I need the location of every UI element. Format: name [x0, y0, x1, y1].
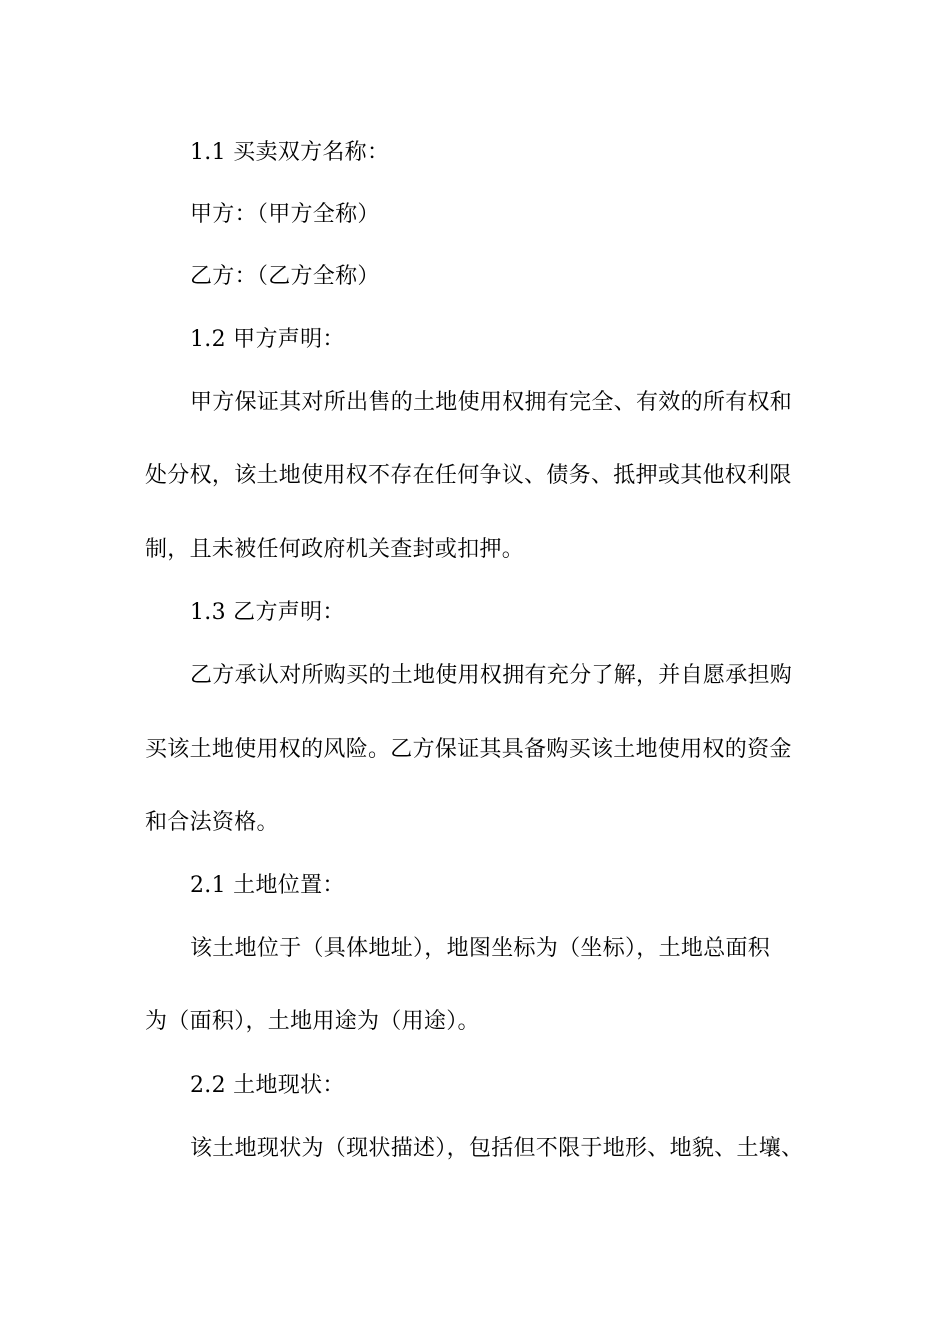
paragraph-line: 该土地现状为（现状描述），包括但不限于地形、地貌、土壤、	[190, 1136, 804, 1161]
section-heading-1-2: 1.2 甲方声明：	[190, 327, 345, 352]
paragraph-line: 乙方承认对所购买的土地使用权拥有充分了解，并自愿承担购	[190, 663, 793, 688]
paragraph-line: 买该土地使用权的风险。乙方保证其具备购买该土地使用权的资金	[145, 737, 792, 762]
paragraph-line: 甲方保证其对所出售的土地使用权拥有完全、有效的所有权和	[190, 390, 793, 415]
paragraph-line: 为（面积），土地用途为（用途）。	[145, 1009, 480, 1034]
section-heading-1-3: 1.3 乙方声明：	[190, 600, 345, 625]
paragraph-line: 和合法资格。	[145, 810, 279, 835]
party-b-line: 乙方：（乙方全称）	[190, 264, 380, 289]
section-heading-2-1: 2.1 土地位置：	[190, 873, 345, 898]
section-heading-2-2: 2.2 土地现状：	[190, 1073, 345, 1098]
paragraph-line: 制，且未被任何政府机关查封或扣押。	[145, 537, 525, 562]
paragraph-line: 该土地位于（具体地址），地图坐标为（坐标），土地总面积	[190, 936, 771, 961]
section-heading-1-1: 1.1 买卖双方名称：	[190, 140, 390, 165]
paragraph-line: 处分权，该土地使用权不存在任何争议、债务、抵押或其他权利限	[145, 463, 792, 488]
party-a-line: 甲方：（甲方全称）	[190, 202, 380, 227]
